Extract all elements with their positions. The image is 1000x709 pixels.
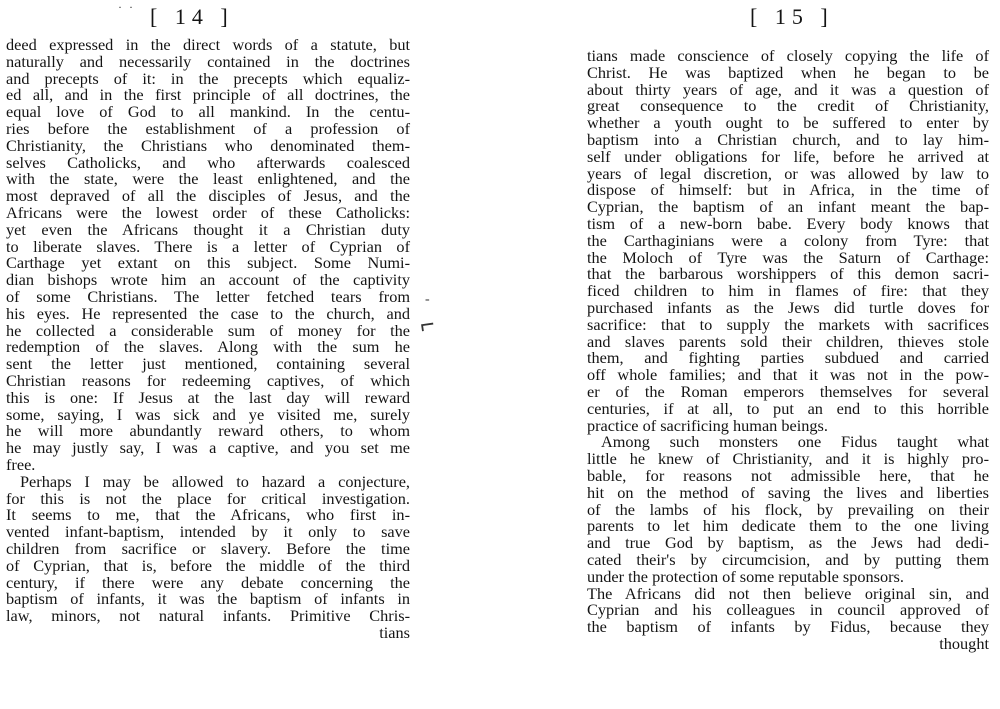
text-line: tians [379,622,410,642]
left-page-body [6,37,410,642]
text-line: bable, for reasons not admissible here, that he [587,465,989,485]
text-line: to liberate slaves. There is a letter of Cyprian of [6,236,410,256]
text-line: tism of a new-born babe. Every body knows that [587,213,989,233]
text-line: naturally and necessarily contained in the doctrines [6,51,410,71]
text-line: his eyes. He represented the case to the church, and [6,303,410,323]
text-line: redemption of the slaves. Along with the sum he [6,337,410,357]
text-line: hit on the method of saving the lives and liberties [587,482,989,502]
text-line: this is one: If Jesus at the last day will reward [6,387,410,407]
text-line: dispose of himself: but in Africa, in the time of [587,180,989,200]
text-line: and true God by baptism, as the Jews had dedi- [587,533,989,553]
text-line: Cyprian, the baptism of an infant meant the bap- [587,197,989,217]
text-line: ficed children to him in flames of fire: that they [587,281,989,301]
text-line: Among such monsters one Fidus taught what [601,432,989,452]
text-line: tians made conscience of closely copying the life of [587,46,989,65]
text-line: Carthage yet extant on this subject. Some Numi- [6,253,410,273]
text-line: them, and fighting parties subdued and carried [587,348,989,368]
text-line: the Carthaginians were a colony from Tyre: that [587,230,989,250]
text-line: Christianity, the Christians who denominated them- [6,135,410,155]
right-page [500,0,1000,709]
text-line: he will more abundantly reward others, to whom [6,421,410,441]
text-line: he collected a considerable sum of money for the [6,320,410,340]
margin-pencil-mark: ⌐ [417,309,437,340]
text-line: for this is not the place for critical investigation. [6,488,410,508]
text-line: thought [939,633,989,653]
text-line: free. [6,454,36,474]
text-line: of Cyprian, that is, before the middle of the third [6,555,410,575]
text-line: It seems to me, that the Africans, who first in- [6,505,410,525]
margin-dots-mark: · · [118,0,135,14]
text-line: cated their's by circumcision, and by putting them [587,549,989,569]
text-line: sent the letter just mentioned, containing several [6,354,410,374]
text-line: Christ. He was baptized when he began to be [587,62,989,82]
text-line: little he knew of Christianity, and it is highly pro- [587,449,989,469]
text-line: dian bishops wrote him an account of the captivity [6,270,410,290]
right-page-body [587,48,989,653]
text-line: practice of sacrificing human beings. [587,415,828,435]
margin-dash-mark: - [425,292,430,307]
text-line: some, saying, I was sick and ye visited me, surely [6,404,410,424]
text-line: law, minors, not natural infants. Primitive Chris- [6,606,410,626]
text-line: ries before the establishment of a profession of [6,118,410,138]
text-line: of some Christians. The letter fetched tears from [6,286,410,306]
text-line: ed all, and in the first principle of all doctrines, the [6,85,410,105]
text-line: baptism of infants, it was the baptism of infants in [6,589,410,609]
text-line: most depraved of all the disciples of Jesus, and the [6,186,410,206]
text-line: whether a youth ought to be suffered to enter by [587,113,989,133]
text-line: with the state, were the least enlightened, and the [6,169,410,189]
text-line: he may justly say, I was a captive, and you set me [6,438,410,458]
page-number-left: [ 14 ] [150,4,234,29]
text-line: and slaves parents sold their children, thieves stole [587,331,989,351]
text-line: the baptism of infants by Fidus, because they [587,617,989,637]
text-line: equal love of God to all mankind. In the centu- [6,102,410,122]
text-line: The Africans did not then believe original sin, and [587,583,989,603]
text-line: yet even the Africans thought it a Christian duty [6,219,410,239]
text-line: selves Catholicks, and who afterwards coalesced [6,152,410,172]
text-line: century, if there were any debate concerning the [6,572,410,592]
text-line: about thirty years of age, and it was a question of [587,79,989,99]
text-line: years of legal discretion, or was allowed by law to [587,163,989,183]
page-number-right: [ 15 ] [750,4,834,29]
text-line: off whole families; and that it was not in the pow- [587,365,989,385]
text-line: parents to let him dedicate them to the one living [587,516,989,536]
text-line: er of the Roman emperors themselves for several [587,381,989,401]
text-line: centuries, if at all, to put an end to this horrible [587,398,989,418]
text-line: and precepts of it: in the precepts which equaliz- [6,68,410,88]
text-line: Christian reasons for redeeming captives, of which [6,370,410,390]
text-line: Africans were the lowest order of these Catholicks: [6,202,410,222]
text-line: self under obligations for life, before he arrived at [587,146,989,166]
text-line: the Moloch of Tyre was the Saturn of Carthage: [587,247,989,267]
text-line: vented infant-baptism, intended by it only to save [6,522,410,542]
text-line: of the lambs of his flock, by prevailing on their [587,499,989,519]
text-line: deed expressed in the direct words of a statute, but [6,35,410,54]
text-line: sacrifice: that to supply the markets with sacrifices [587,314,989,334]
text-line: baptism into a Christian church, and to lay him- [587,129,989,149]
text-line: that the barbarous worshippers of this demon sacri- [587,264,989,284]
text-line: under the protection of some reputable sponsors. [587,566,904,586]
text-line: Cyprian and his colleagues in council approved of [587,600,989,620]
text-line: great consequence to the credit of Christianity, [587,96,989,116]
text-line: purchased infants as the Jews did turtle doves for [587,297,989,317]
text-line: Perhaps I may be allowed to hazard a conjecture, [20,471,410,491]
text-line: children from sacrifice or slavery. Before the time [6,538,410,558]
